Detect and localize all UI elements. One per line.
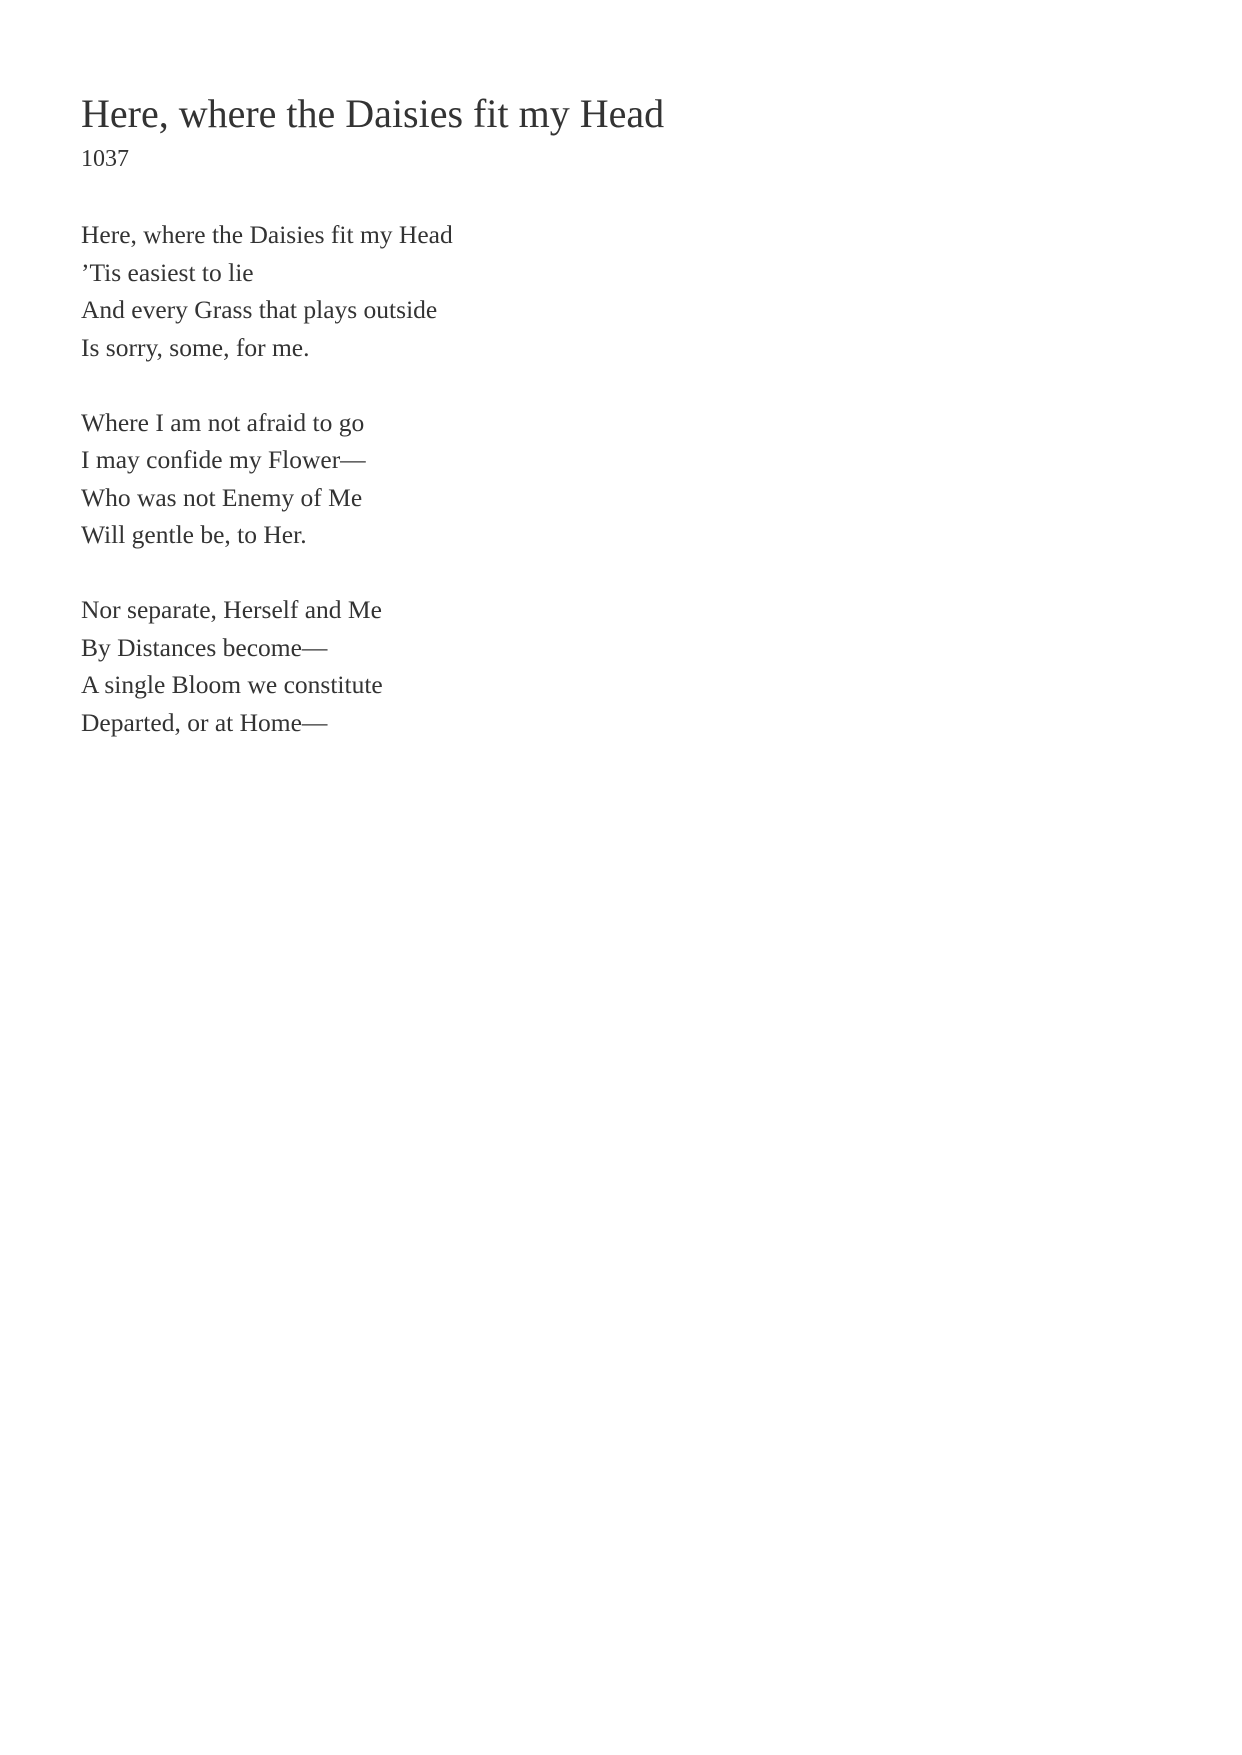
- poem-line: Will gentle be, to Her.: [81, 520, 307, 549]
- poem-body: [81, 216, 1161, 741]
- poem-line: I may confide my Flower—: [81, 445, 366, 474]
- poem-line: Where I am not afraid to go: [81, 407, 365, 437]
- stanza-2: [81, 404, 1161, 554]
- poem-line: Departed, or at Home—: [81, 707, 328, 737]
- poem-line: Who was not Enemy of Me: [81, 482, 363, 512]
- poem-number: 1037: [81, 146, 129, 172]
- poem-line: Is sorry, some, for me.: [81, 332, 310, 362]
- stanza-1: [81, 216, 1161, 366]
- poem-line: By Distances become—: [81, 632, 328, 662]
- stanza-3: [81, 591, 1161, 741]
- poem-content: [81, 88, 1161, 779]
- poem-line: Nor separate, Herself and Me: [81, 595, 382, 624]
- poem-title: Here, where the Daisies fit my Head: [81, 91, 665, 136]
- poem-line: ’Tis easiest to lie: [81, 257, 254, 287]
- poem-line: Here, where the Daisies fit my Head: [81, 220, 453, 249]
- poem-line: And every Grass that plays outside: [81, 295, 438, 324]
- poem-line: A single Bloom we constitute: [81, 670, 383, 699]
